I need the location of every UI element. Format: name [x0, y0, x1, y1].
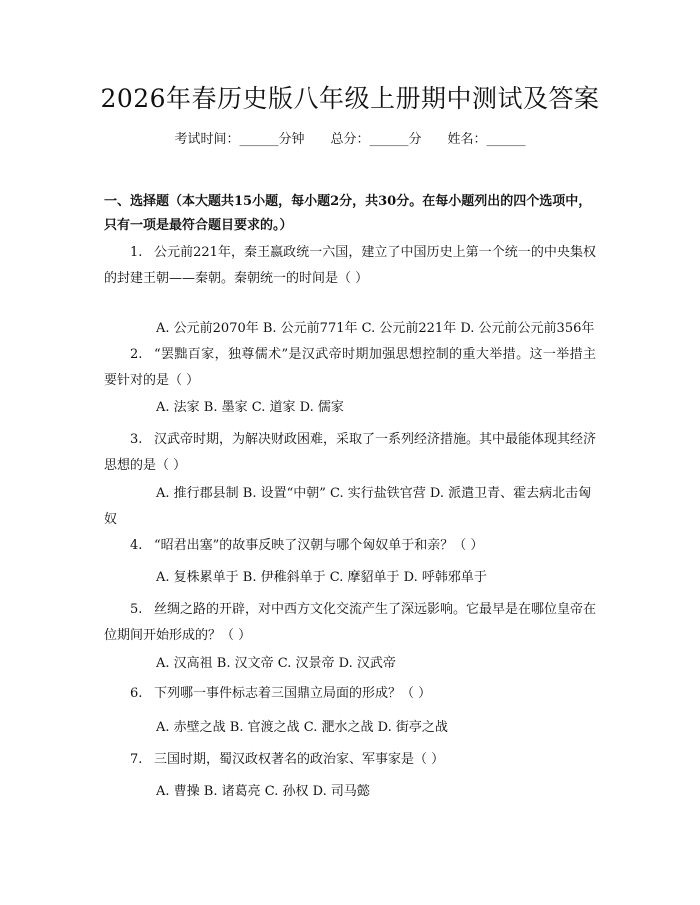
student-name-field: 姓名：______	[447, 132, 526, 147]
question-number: 3.	[130, 432, 143, 447]
options-text: A. 赤壁之战 B. 官渡之战 C. 淝水之战 D. 街亭之战	[156, 720, 448, 735]
question-number: 1.	[130, 245, 143, 260]
question-text: 三国时期，蜀汉政权著名的政治家、军事家是（ ）	[154, 752, 445, 767]
options-text: A. 公元前2070年 B. 公元前771年 C. 公元前221年 D. 公元前公元前356年	[156, 321, 595, 336]
question-text: “罢黜百家，独尊儒术”是汉武帝时期加强思想控制的重大举措。这一举措主要针对的是（ ）	[104, 347, 596, 388]
options-text: A. 推行郡县制 B. 设置“中朝” C. 实行盐铁官营 D. 派遣卫青、霍去病北击匈奴	[104, 486, 592, 527]
question-number: 2.	[130, 347, 143, 362]
question-6	[104, 681, 596, 707]
options-text: A. 曹操 B. 诸葛亮 C. 孙权 D. 司马懿	[156, 784, 370, 799]
question-1	[104, 240, 596, 292]
question-number: 5.	[130, 602, 143, 617]
question-7-options	[104, 779, 596, 805]
question-text: 下列哪一事件标志着三国鼎立局面的形成？（ ）	[154, 686, 432, 701]
question-number: 6.	[130, 686, 143, 701]
question-5	[104, 597, 596, 649]
question-text: “昭君出塞”的故事反映了汉朝与哪个匈奴单于和亲？（ ）	[154, 538, 484, 553]
total-score-field: 总分：______分	[330, 132, 422, 147]
question-1-options	[104, 316, 596, 342]
section-heading: 一、选择题（本大题共15小题，每小题2分，共30分。在每小题列出的四个选项中，只有一项是最符合题目要求的。）	[104, 194, 592, 233]
question-2	[104, 342, 596, 394]
question-text: 丝绸之路的开辟，对中西方文化交流产生了深远影响。它最早是在哪位皇帝在位期间开始形成的？（ ）	[104, 602, 597, 643]
options-text: A. 复株累单于 B. 伊稚斜单于 C. 摩貂单于 D. 呼韩邪单于	[156, 570, 487, 585]
exam-time-field: 考试时间：______分钟	[174, 132, 305, 147]
question-6-options	[104, 715, 596, 741]
question-number: 4.	[130, 538, 143, 553]
question-4	[104, 533, 596, 559]
question-3-options	[104, 481, 596, 533]
question-3	[104, 427, 596, 479]
question-number: 7.	[130, 752, 143, 767]
question-4-options	[104, 565, 596, 591]
options-text: A. 法家 B. 墨家 C. 道家 D. 儒家	[156, 400, 344, 415]
page-title: 2026年春历史版八年级上册期中测试及答案	[100, 84, 600, 113]
question-5-options	[104, 651, 596, 677]
exam-info-line	[0, 130, 700, 150]
options-text: A. 汉高祖 B. 汉文帝 C. 汉景帝 D. 汉武帝	[156, 656, 396, 671]
question-7	[104, 747, 596, 773]
question-2-options	[104, 395, 596, 421]
question-text: 公元前221年，秦王嬴政统一六国，建立了中国历史上第一个统一的中央集权的封建王朝——秦朝。秦朝统一的时间是（ ）	[104, 245, 596, 286]
question-text: 汉武帝时期，为解决财政困难，采取了一系列经济措施。其中最能体现其经济思想的是（ ）	[104, 432, 597, 473]
